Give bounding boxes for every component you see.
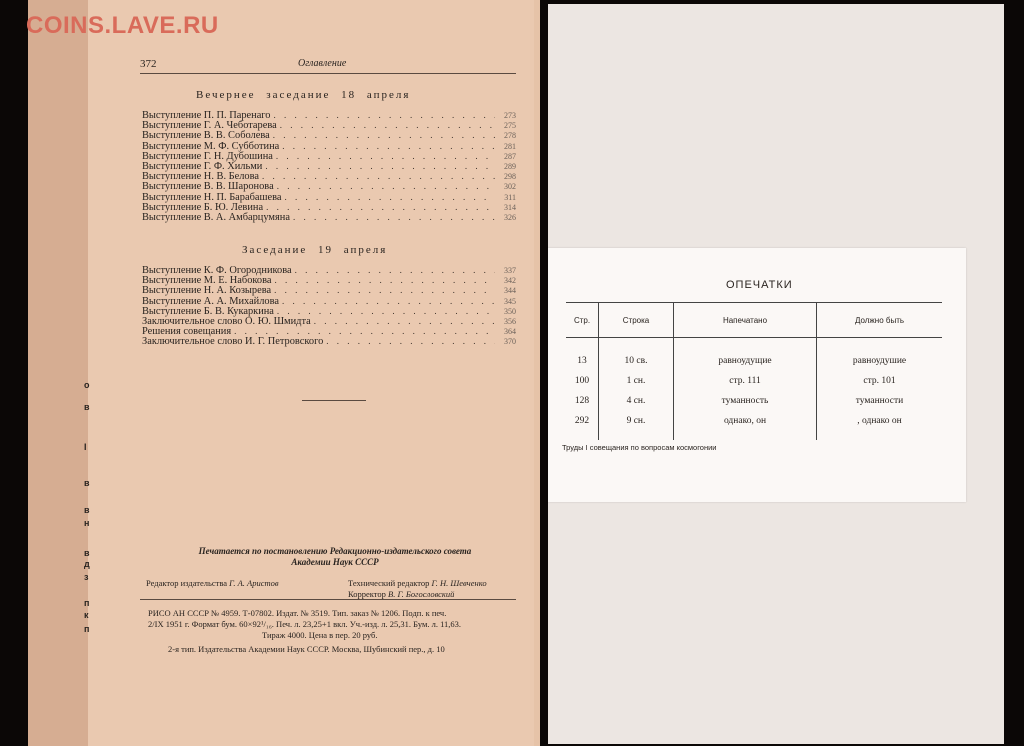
margin-letter: в [84, 505, 90, 515]
running-head: Оглавление [298, 58, 347, 69]
toc-leader-dots [274, 275, 495, 285]
toc-entry [142, 306, 516, 316]
toc-leader-dots [277, 181, 495, 191]
editor-label: Редактор издательства [146, 578, 228, 588]
toc-leader-dots [280, 120, 495, 130]
toc-leader-dots [326, 336, 495, 346]
toc-leader-dots [277, 306, 495, 316]
header-rule [140, 73, 516, 74]
toc-entry-title: Выступление Н. А. Козырева [142, 285, 272, 297]
toc-entry-page: 342 [504, 276, 516, 286]
toc-entry [142, 151, 516, 161]
toc-entry-title: Выступление В. В. Соболева [142, 130, 270, 142]
toc-leader-dots [273, 130, 495, 140]
toc-entry-title: Выступление Б. В. Кукаркина [142, 305, 274, 317]
errata-cell: стр. 101 [817, 371, 943, 391]
toc-entry [142, 212, 516, 222]
errata-row [566, 411, 942, 440]
watermark: COINS.LAVE.RU [26, 12, 219, 39]
errata-cell: 100 [574, 376, 590, 386]
toc-entry-page: 273 [504, 111, 516, 120]
toc-entry-page: 289 [504, 161, 516, 171]
margin-letter: п [84, 624, 90, 634]
margin-letter: н [84, 518, 90, 528]
errata-body [566, 338, 942, 441]
section-title-evening: Вечернее заседание 18 апреля [196, 89, 411, 101]
margin-letter: в [84, 548, 90, 558]
toc-leader-dots [262, 171, 495, 181]
editor-name: Г. А. Аристов [229, 578, 279, 588]
toc-leader-dots [285, 192, 496, 202]
errata-slip [548, 248, 966, 502]
errata-footer: Труды I совещания по вопросам космогонии [562, 443, 717, 452]
toc-leader-dots [314, 316, 495, 326]
toc-leader-dots [234, 326, 495, 336]
errata-cell: 1 сн. [599, 371, 674, 391]
errata-cell: 13 [577, 356, 587, 366]
errata-cell: туманности [817, 391, 943, 411]
toc-entry [142, 161, 516, 171]
toc-leader-dots [293, 212, 495, 222]
errata-cell: 4 сн. [599, 391, 674, 411]
corrector-credit [348, 589, 454, 599]
toc-entry [142, 296, 516, 306]
toc-entry-title: Решения совещания [142, 326, 232, 338]
toc-entry [142, 110, 516, 120]
tech-editor-name: Г. Н. Шевченко [431, 578, 487, 588]
section-title-april-19: Заседание 19 апреля [242, 244, 388, 256]
margin-letter: д [84, 559, 90, 569]
toc-entry [142, 202, 516, 212]
errata-title: ОПЕЧАТКИ [726, 279, 793, 291]
toc-list-evening [142, 110, 516, 222]
page-edge [28, 0, 88, 746]
margin-letter: о [84, 380, 90, 390]
publication-line-1: РИСО АН СССР № 4959. Т-07802. Издат. № 3519. Тип. заказ № 1206. Подп. к печ. [148, 608, 447, 618]
toc-entry-page: 344 [504, 286, 516, 296]
toc-entry [142, 326, 516, 336]
margin-letter: з [84, 572, 89, 582]
toc-leader-dots [274, 110, 495, 120]
imprint-rule [140, 599, 516, 600]
margin-letter: п [84, 598, 90, 608]
errata-cell: 9 сн. [599, 411, 674, 440]
toc-entry [142, 336, 516, 346]
toc-entry [142, 120, 516, 130]
toc-entry-title: Выступление М. Е. Набокова [142, 275, 272, 287]
toc-leader-dots [274, 285, 495, 295]
toc-leader-dots [295, 265, 495, 275]
toc-leader-dots [266, 202, 495, 212]
toc-entry-page: 302 [504, 182, 516, 192]
toc-entry [142, 275, 516, 285]
errata-header-row [566, 303, 942, 338]
publication-line-3: Тираж 4000. Цена в пер. 20 руб. [262, 630, 378, 640]
toc-entry-page: 370 [504, 337, 516, 347]
toc-entry-page: 337 [504, 266, 516, 275]
toc-entry-page: 281 [504, 141, 516, 151]
toc-leader-dots [282, 141, 495, 151]
errata-cell: 10 св. [599, 338, 674, 372]
errata-cell: однако, он [674, 411, 817, 440]
toc-entry-page: 356 [504, 316, 516, 326]
column-header: Стр. [566, 303, 599, 338]
tech-editor-credit [348, 578, 487, 588]
toc-entry-page: 345 [504, 296, 516, 306]
toc-leader-dots [282, 296, 495, 306]
toc-entry-page: 275 [504, 121, 516, 131]
corrector-label: Корректор [348, 589, 386, 599]
toc-entry-page: 287 [504, 151, 516, 161]
toc-entry-page: 314 [504, 202, 516, 212]
margin-letter: I [84, 442, 87, 452]
imprint-note-line1: Печатается по постановлению Редакционно-издательского совета [198, 546, 472, 556]
column-header: Напечатано [674, 303, 817, 338]
errata-cell: туманность [674, 391, 817, 411]
toc-entry-title: Выступление П. П. Паренаго [142, 110, 271, 121]
errata-table [566, 302, 942, 440]
errata-cell: равноудушие [817, 338, 943, 372]
errata-cell: 292 [574, 416, 590, 426]
toc-entry [142, 285, 516, 295]
toc-entry [142, 265, 516, 275]
corrector-name: В. Г. Богословский [388, 589, 455, 599]
errata-row [566, 391, 942, 411]
toc-entry-title: Выступление Г. А. Чеботарева [142, 120, 277, 132]
column-header: Должно быть [817, 303, 943, 338]
column-header: Строка [599, 303, 674, 338]
toc-entry-title: Выступление Н. П. Барабашева [142, 191, 282, 203]
toc-entry-title: Выступление В. В. Шаронова [142, 181, 274, 193]
toc-entry-page: 350 [504, 306, 516, 316]
errata-cell: , однако он [817, 411, 943, 440]
toc-entry-page: 364 [504, 327, 516, 337]
toc-entry-title: Заключительное слово И. Г. Петровского [142, 336, 324, 348]
toc-entry-page: 326 [504, 212, 516, 222]
publication-line-2: 2/IX 1951 г. Формат бум. 60×92¹/₁₆. Печ. л. 23,25+1 вкл. Уч.-изд. л. 25,31. Бум. л. 11,63. [148, 619, 462, 629]
toc-entry [142, 141, 516, 151]
toc-entry-page: 311 [504, 192, 516, 202]
toc-entry-title: Выступление М. Ф. Субботина [142, 140, 280, 152]
publication-line-4: 2-я тип. Издательства Академии Наук СССР. Москва, Шубинский пер., д. 10 [168, 644, 445, 654]
errata-row [566, 371, 942, 391]
toc-entry [142, 181, 516, 191]
toc-entry-title: Выступление А. А. Михайлова [142, 295, 280, 307]
toc-entry-title: Выступление Н. В. Белова [142, 171, 259, 183]
toc-entry-title: Выступление Б. Ю. Левина [142, 201, 264, 213]
toc-entry [142, 130, 516, 140]
toc-entry-title: Заключительное слово О. Ю. Шмидта [142, 315, 311, 327]
imprint-note-line2: Академии Наук СССР [291, 557, 379, 567]
margin-letter: к [84, 610, 89, 620]
toc-entry-title: Выступление Г. Н. Дубошина [142, 150, 273, 162]
toc-list-april-19 [142, 265, 516, 347]
toc-entry-page: 298 [504, 172, 516, 182]
editor-credit [146, 578, 279, 588]
toc-entry-title: Выступление В. А. Амбарцумяна [142, 211, 290, 223]
errata-row [566, 338, 942, 372]
toc-entry [142, 316, 516, 326]
toc-entry-title: Выступление Г. Ф. Хильми [142, 160, 263, 172]
toc-entry [142, 192, 516, 202]
errata-cell: стр. 111 [674, 371, 817, 391]
errata-cell: равноудущие [674, 338, 817, 372]
margin-letter: в [84, 402, 90, 412]
tech-editor-label: Технический редактор [348, 578, 430, 588]
toc-entry-page: 278 [504, 131, 516, 141]
toc-leader-dots [276, 151, 495, 161]
toc-entry-title: Выступление К. Ф. Огородникова [142, 265, 292, 276]
toc-entry [142, 171, 516, 181]
errata-cell: 128 [574, 396, 590, 406]
margin-letter: в [84, 478, 90, 488]
toc-leader-dots [265, 161, 495, 171]
closing-rule [302, 400, 366, 401]
page-number: 372 [140, 58, 157, 70]
